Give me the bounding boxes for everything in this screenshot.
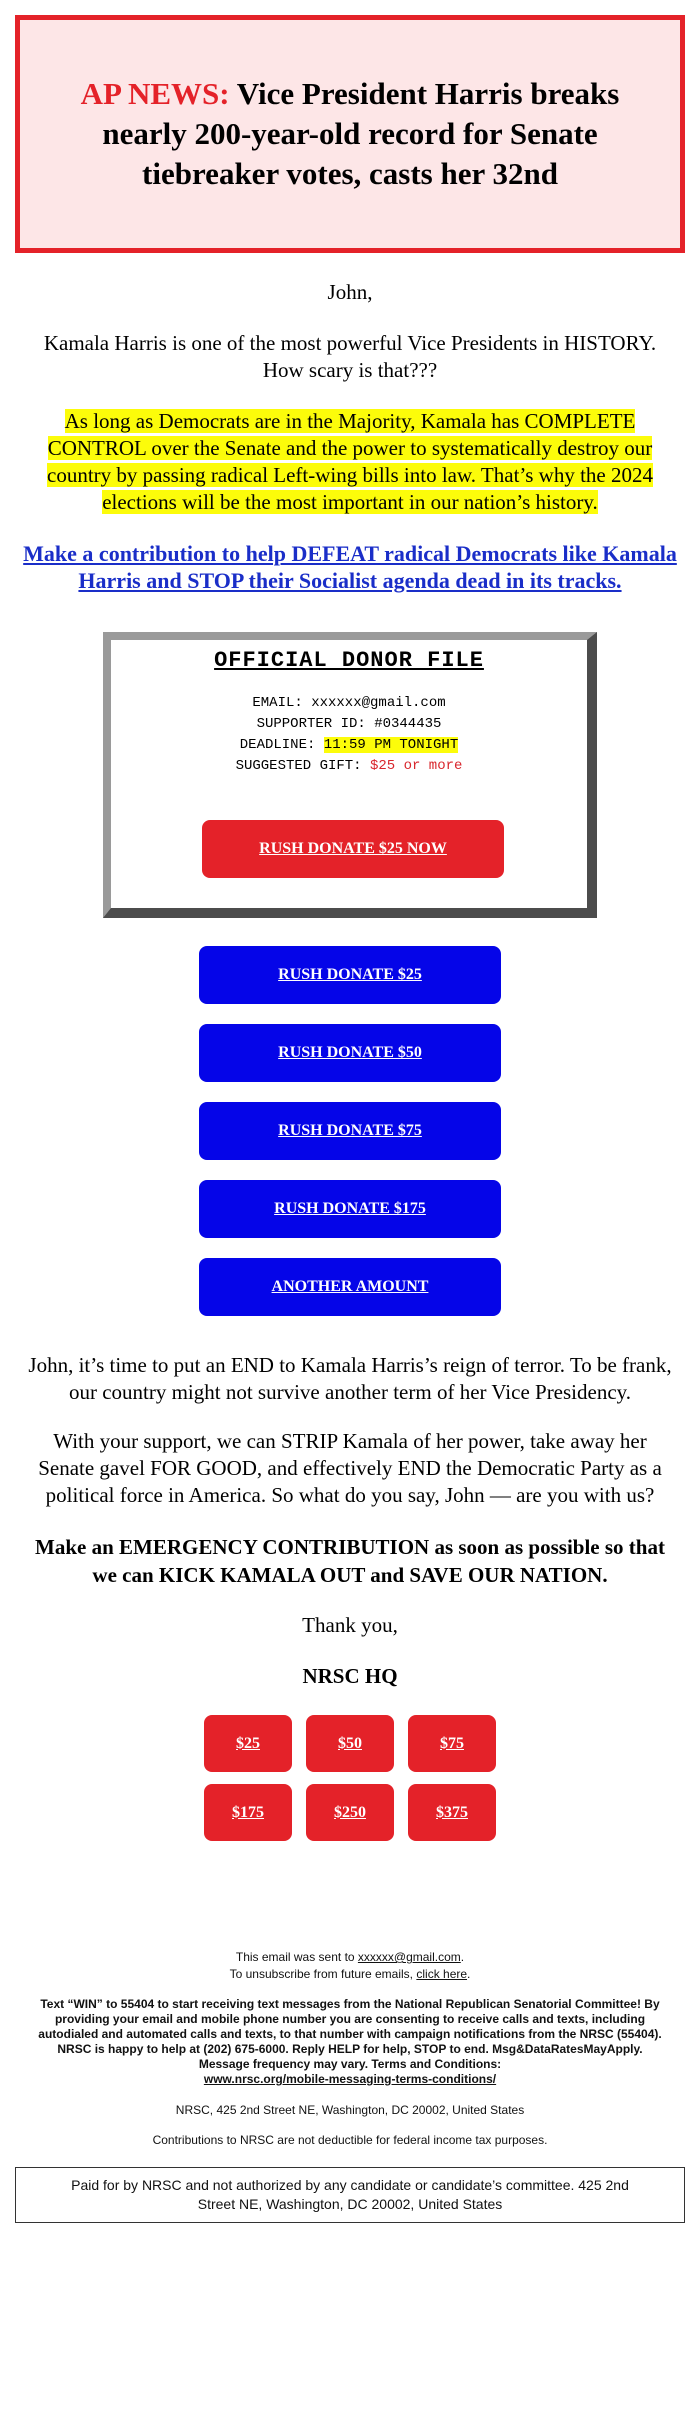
unsubscribe-line bbox=[0, 1966, 700, 1983]
contribution-link[interactable]: Make a contribution to help DEFEAT radical Democrats like Kamala Harris and STOP their Socialist agenda dead in its tracks. bbox=[23, 541, 677, 593]
rush-donate-50-button[interactable]: RUSH DONATE $50 bbox=[199, 1024, 501, 1082]
supporter-id-row bbox=[111, 714, 587, 735]
unsubscribe-suffix: . bbox=[467, 1967, 471, 1981]
footer bbox=[0, 1949, 700, 2223]
rush-donate-25-now-button[interactable]: RUSH DONATE $25 NOW bbox=[202, 820, 504, 878]
headline bbox=[60, 74, 640, 194]
amount-250-button[interactable]: $250 bbox=[306, 1784, 394, 1841]
greeting: John, bbox=[327, 280, 373, 304]
email-label: EMAIL: bbox=[252, 695, 303, 711]
signature: NRSC HQ bbox=[302, 1664, 398, 1688]
intro-paragraph: Kamala Harris is one of the most powerful Vice Presidents in HISTORY. How scary is that??? bbox=[43, 331, 657, 382]
unsubscribe-prefix: To unsubscribe from future emails, bbox=[229, 1967, 417, 1981]
donor-file-title: OFFICIAL DONOR FILE bbox=[214, 648, 484, 673]
text-message-terms bbox=[0, 1997, 700, 2087]
rush-donate-25-button[interactable]: RUSH DONATE $25 bbox=[199, 946, 501, 1004]
amount-25-button[interactable]: $25 bbox=[204, 1715, 292, 1772]
supporter-id-value: #0344435 bbox=[374, 716, 442, 732]
sent-to-suffix: . bbox=[460, 1950, 465, 1964]
rush-donate-175-button[interactable]: RUSH DONATE $175 bbox=[199, 1180, 501, 1238]
thank-you: Thank you, bbox=[302, 1613, 398, 1637]
highlighted-text: As long as Democrats are in the Majority, Kamala has COMPLETE CONTROL over the Senate and the power to systematically destroy our country by passing radical Left-wing bills into law. That’s why the 2024 elections will be the most important in our nation’s history. bbox=[47, 409, 653, 514]
suggested-gift-value: $25 or more bbox=[370, 758, 463, 774]
deadline-label: DEADLINE: bbox=[239, 737, 316, 753]
amount-175-button[interactable]: $175 bbox=[204, 1784, 292, 1841]
email-value: xxxxxx@gmail.com bbox=[311, 695, 446, 711]
amount-375-button[interactable]: $375 bbox=[408, 1784, 496, 1841]
supporter-id-label: SUPPORTER ID: bbox=[256, 716, 366, 732]
body-paragraph-2: With your support, we can STRIP Kamala of her power, take away her Senate gavel FOR GOOD, and effectively END the Democratic Party as a political force in America. So what do you say, John — are you with us? bbox=[38, 1429, 662, 1507]
terms-link[interactable]: www.nrsc.org/mobile-messaging-terms-conditions/ bbox=[203, 2072, 497, 2086]
sent-to-email-link[interactable]: xxxxxx@gmail.com bbox=[357, 1950, 461, 1964]
paid-for-disclaimer: Paid for by NRSC and not authorized by any candidate or candidate’s committee. 425 2nd Street NE, Washington, DC 20002, United States bbox=[15, 2167, 685, 2223]
headline-text: Vice President Harris breaks nearly 200-year-old record for Senate tiebreaker votes, casts her 32nd bbox=[102, 76, 620, 191]
suggested-gift-label: SUGGESTED GIFT: bbox=[235, 758, 362, 774]
footer-deductible-notice: Contributions to NRSC are not deductible for federal income tax purposes. bbox=[152, 2133, 548, 2147]
amount-button-grid bbox=[204, 1715, 496, 1841]
unsubscribe-link[interactable]: click here bbox=[416, 1967, 468, 1981]
amount-50-button[interactable]: $50 bbox=[306, 1715, 394, 1772]
highlight-paragraph bbox=[0, 408, 700, 516]
email-page bbox=[0, 15, 700, 2223]
donor-email-row bbox=[111, 693, 587, 714]
deadline-row bbox=[111, 735, 587, 756]
footer-sent-to bbox=[0, 1949, 700, 1983]
amount-75-button[interactable]: $75 bbox=[408, 1715, 496, 1772]
deadline-value: 11:59 PM TONIGHT bbox=[323, 737, 459, 753]
donor-file-details bbox=[111, 693, 587, 777]
headline-box bbox=[15, 15, 685, 253]
suggested-gift-row bbox=[111, 756, 587, 777]
footer-address: NRSC, 425 2nd Street NE, Washington, DC 20002, United States bbox=[175, 2103, 525, 2117]
body-paragraph-1: John, it’s time to put an END to Kamala Harris’s reign of terror. To be frank, our country might not survive another term of her Vice Presidency. bbox=[28, 1353, 672, 1404]
official-donor-file bbox=[103, 632, 597, 918]
emergency-contribution-text: Make an EMERGENCY CONTRIBUTION as soon as possible so that we can KICK KAMALA OUT and SAVE OUR NATION. bbox=[35, 1535, 665, 1587]
rush-donate-75-button[interactable]: RUSH DONATE $75 bbox=[199, 1102, 501, 1160]
sent-to-prefix: This email was sent to bbox=[235, 1950, 358, 1964]
sent-to-line bbox=[0, 1949, 700, 1966]
text-terms-body: Text “WIN” to 55404 to start receiving text messages from the National Republican Senatorial Committee! By providing your email and mobile phone number you are consenting to receive calls and texts, including autodialed and automated calls and texts, to that number with campaign notifications from the NRSC (55404). NRSC is happy to help at (202) 675-6000. Reply HELP for help, STOP to end. Msg&DataRatesMayApply. Message frequency may vary. Terms and Conditions: bbox=[38, 1997, 662, 2071]
headline-source: AP NEWS: bbox=[80, 76, 230, 111]
another-amount-button[interactable]: ANOTHER AMOUNT bbox=[199, 1258, 501, 1316]
